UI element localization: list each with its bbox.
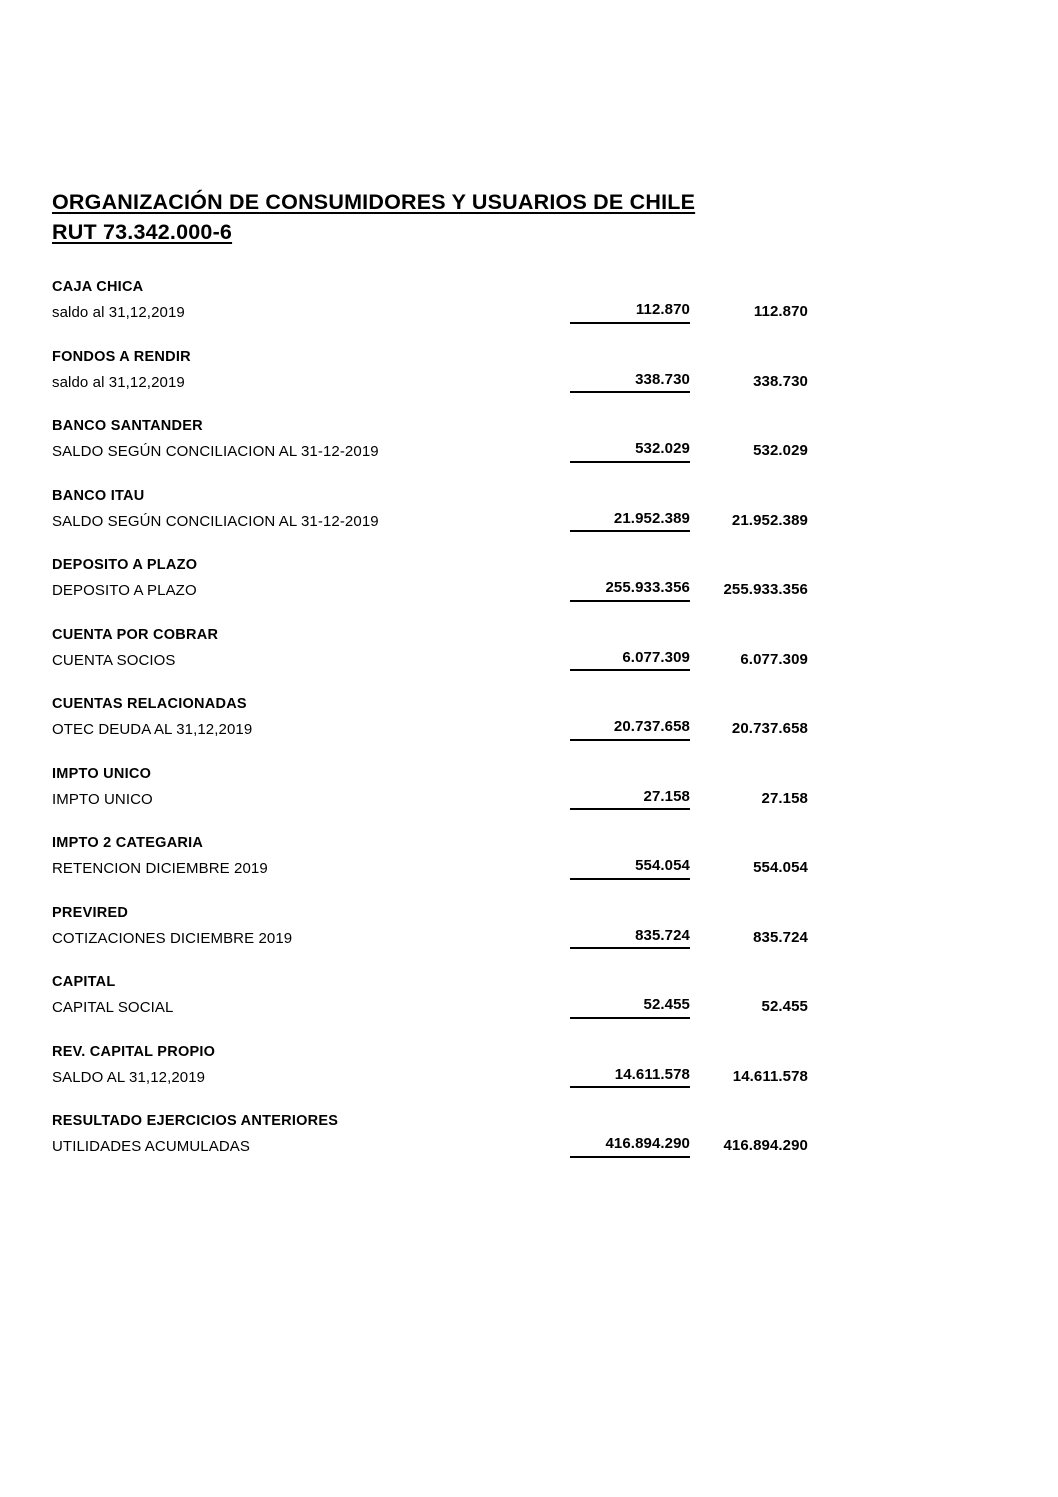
entry-description: CAPITAL SOCIAL bbox=[52, 999, 174, 1017]
entry-description: SALDO SEGÚN CONCILIACION AL 31-12-2019 bbox=[52, 443, 379, 461]
entry-amount-total: 20.737.658 bbox=[731, 720, 808, 738]
entry-amount-primary: 112.870 bbox=[570, 299, 690, 324]
entry-heading: BANCO ITAU bbox=[52, 487, 145, 504]
entry-amount-primary: 338.730 bbox=[570, 369, 690, 394]
entry-amount-total: 21.952.389 bbox=[731, 511, 808, 529]
entry-heading: CUENTA POR COBRAR bbox=[52, 626, 219, 643]
entry-heading: DEPOSITO A PLAZO bbox=[52, 557, 198, 574]
entry-row bbox=[52, 577, 812, 602]
organization-rut: RUT 73.342.000-6 bbox=[52, 219, 233, 244]
entry-heading: IMPTO 2 CATEGARIA bbox=[52, 835, 204, 852]
ledger-entry bbox=[52, 972, 812, 1019]
entry-description: OTEC DEUDA AL 31,12,2019 bbox=[52, 721, 253, 739]
entry-amount-total: 255.933.356 bbox=[723, 581, 808, 599]
entry-description: COTIZACIONES DICIEMBRE 2019 bbox=[52, 929, 293, 947]
entry-heading: CAPITAL bbox=[52, 974, 116, 991]
ledger-entries bbox=[52, 277, 812, 1158]
entry-heading: CUENTAS RELACIONADAS bbox=[52, 696, 247, 713]
entry-row bbox=[52, 438, 812, 463]
entry-amount-total: 14.611.578 bbox=[732, 1067, 808, 1085]
entry-amount-primary: 27.158 bbox=[570, 786, 690, 811]
entry-amount-primary: 554.054 bbox=[570, 855, 690, 880]
entry-amount-primary: 532.029 bbox=[570, 438, 690, 463]
entry-heading: IMPTO UNICO bbox=[52, 765, 152, 782]
entry-description: SALDO SEGÚN CONCILIACION AL 31-12-2019 bbox=[52, 512, 379, 530]
entry-description: CUENTA SOCIOS bbox=[52, 651, 176, 669]
entry-row bbox=[52, 1133, 812, 1158]
ledger-entry bbox=[52, 903, 812, 950]
ledger-entry bbox=[52, 416, 812, 463]
entry-heading: REV. CAPITAL PROPIO bbox=[52, 1043, 216, 1060]
document-header bbox=[52, 188, 812, 247]
entry-amount-primary: 255.933.356 bbox=[570, 577, 690, 602]
entry-description: IMPTO UNICO bbox=[52, 790, 153, 808]
entry-amount-total: 532.029 bbox=[753, 442, 808, 460]
entry-row bbox=[52, 508, 812, 533]
ledger-entry bbox=[52, 555, 812, 602]
entry-row bbox=[52, 369, 812, 394]
entry-amount-primary: 6.077.309 bbox=[570, 647, 690, 672]
entry-description: UTILIDADES ACUMULADAS bbox=[52, 1138, 250, 1156]
entry-amount-total: 52.455 bbox=[761, 998, 808, 1016]
entry-description: saldo al 31,12,2019 bbox=[52, 304, 185, 322]
entry-heading: FONDOS A RENDIR bbox=[52, 348, 191, 365]
entry-heading: BANCO SANTANDER bbox=[52, 418, 203, 435]
ledger-entry bbox=[52, 764, 812, 811]
entry-heading: RESULTADO EJERCICIOS ANTERIORES bbox=[52, 1113, 339, 1130]
entry-amount-total: 554.054 bbox=[753, 859, 808, 877]
entry-description: DEPOSITO A PLAZO bbox=[52, 582, 197, 600]
entry-row bbox=[52, 786, 812, 811]
ledger-entry bbox=[52, 486, 812, 533]
document-body bbox=[52, 188, 812, 1181]
entry-row bbox=[52, 647, 812, 672]
entry-amount-total: 27.158 bbox=[761, 789, 808, 807]
entry-row bbox=[52, 994, 812, 1019]
entry-amount-primary: 835.724 bbox=[570, 925, 690, 950]
entry-row bbox=[52, 925, 812, 950]
entry-amount-primary: 20.737.658 bbox=[570, 716, 690, 741]
entry-heading: PREVIRED bbox=[52, 904, 129, 921]
entry-description: saldo al 31,12,2019 bbox=[52, 373, 185, 391]
entry-row bbox=[52, 299, 812, 324]
entry-row bbox=[52, 855, 812, 880]
entry-description: SALDO AL 31,12,2019 bbox=[52, 1068, 206, 1086]
entry-amount-primary: 21.952.389 bbox=[570, 508, 690, 533]
entry-amount-primary: 416.894.290 bbox=[570, 1133, 690, 1158]
ledger-entry bbox=[52, 833, 812, 880]
ledger-entry bbox=[52, 1042, 812, 1089]
organization-title: ORGANIZACIÓN DE CONSUMIDORES Y USUARIOS DE CHILE bbox=[52, 190, 696, 214]
entry-row bbox=[52, 1064, 812, 1089]
entry-row bbox=[52, 716, 812, 741]
ledger-entry bbox=[52, 347, 812, 394]
entry-amount-total: 112.870 bbox=[753, 303, 808, 321]
entry-description: RETENCION DICIEMBRE 2019 bbox=[52, 860, 268, 878]
ledger-entry bbox=[52, 277, 812, 324]
ledger-entry bbox=[52, 625, 812, 672]
entry-amount-total: 6.077.309 bbox=[740, 650, 808, 668]
entry-amount-total: 416.894.290 bbox=[723, 1137, 808, 1155]
entry-amount-total: 835.724 bbox=[753, 928, 808, 946]
entry-amount-primary: 14.611.578 bbox=[570, 1064, 690, 1089]
ledger-entry bbox=[52, 1111, 812, 1158]
ledger-entry bbox=[52, 694, 812, 741]
entry-heading: CAJA CHICA bbox=[52, 279, 144, 296]
entry-amount-primary: 52.455 bbox=[570, 994, 690, 1019]
entry-amount-total: 338.730 bbox=[753, 372, 808, 390]
